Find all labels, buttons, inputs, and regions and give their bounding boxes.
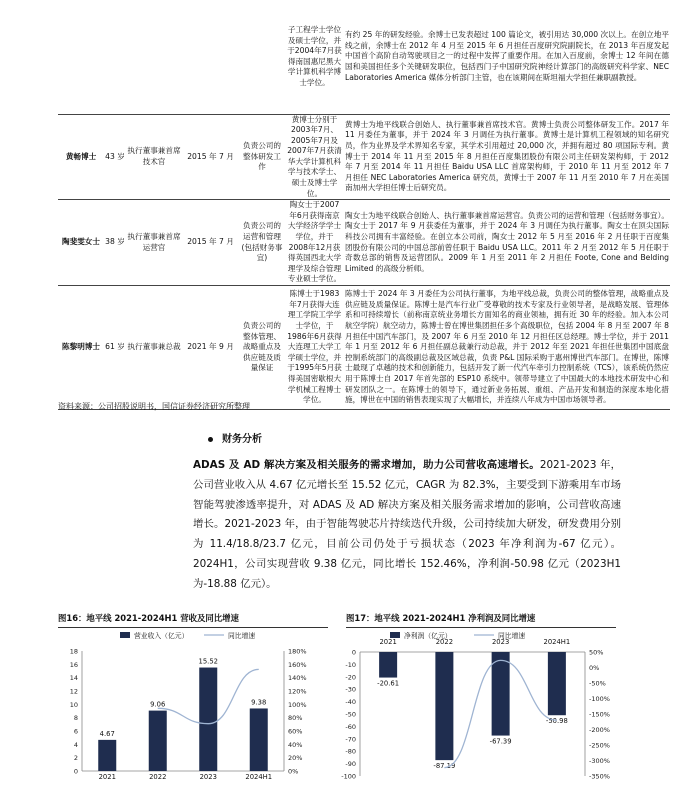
figure-16-title: 图16：地平线 2021-2024H1 营收及同比增速: [58, 613, 239, 623]
left-tick-label: 8: [73, 714, 78, 723]
left-tick-label: -30: [345, 685, 356, 694]
bar-mark: [492, 652, 510, 736]
right-tick-label: -250%: [589, 741, 610, 750]
section-title: 财务分析: [222, 434, 262, 445]
cell-name: 陈黎明博士: [58, 286, 104, 410]
right-tick-label: -200%: [589, 726, 610, 734]
cell-edu: 子工程学士学位及硕士学位，并于2004年7月获得南国惠尼黑大学计算机科学博士学位。: [285, 0, 344, 114]
left-tick-label: -20: [345, 673, 356, 682]
table-row: [58, 0, 670, 114]
right-tick-label: 20%: [288, 754, 303, 763]
cell-title: 执行董事兼首席技术官: [126, 114, 182, 200]
right-tick-label: 0%: [288, 767, 299, 776]
left-tick-label: 0: [73, 767, 78, 776]
cell-edu: 陶女士于2007年6月获得南京大学经济学学士学位，并于2008年12月获得英国西北大学理学及综合管理专业硕士学位。: [285, 200, 344, 286]
cell-title: 执行董事兼首席运营官: [126, 200, 182, 286]
net-profit-chart: [340, 628, 640, 800]
table-row: [58, 114, 670, 200]
cell-bio: 黄博士为地平线联合创始人、执行董事兼首席技术官。黄博士负责公司整体研发工作。2017 年 11 月委任为董事，并于 2024 年 3 月调任为执行董事。黄博士是计算机工程领域的知名研究员，作为业界及学术界知名专家，其学术引用超过 20,000 次，并拥有超过 80 项国际专利。黄博士于 2014 年 11 月至 2015 年 8 月担任百度集团股份有限公司主任研发架构师，于 2012 年 7 月至 2014 年 11 月担任 Baidu USA LLC 首席架构师，于 2010 年 11 月至 2012 年 7 月担任 NEC Laboratories America 研究员，黄博士于 2007 年 11 月至 2010 年 7 月在美国南加州大学担任博士后研究员。: [344, 114, 670, 200]
left-tick-label: -90: [345, 760, 356, 769]
paragraph-text: 2021-2023 年，公司营业收入从 4.67 亿元增长至 15.52 亿元，CAGR 为 82.3%，主要受到下游乘用车市场智能驾驶渗透率提升，对 ADAS 及 AD 解决方案及相关服务需求增加的影响，公司营收高速增长。2021-2023 年，由于智能驾驶芯片持续迭代升级，公司持续加大研发，研发费用分别为 11.4/18.8/23.7 亿元，目前公司仍处于亏损状态（2023 年净利润为-67 亿元）。2024H1，公司实现营收 9.38 亿元，同比增长 152.46%，净利润-50.98 亿元（2023H1 为-18.88 亿元）。: [193, 459, 621, 590]
left-tick-label: 2: [73, 754, 78, 763]
cell-resp: [239, 0, 285, 114]
cell-bio: 陶女士为地平线联合创始人、执行董事兼首席运营官。负责公司的运营和管理（包括财务事宜）。陶女士于 2017 年 9 月获委任为董事，并于 2024 年 3 月调任为执行董事。陶女士在顶尖国际科技公司拥有丰富经验。在创立本公司前，陶女士 2012 年 5 月至 2016 年 2 月任职于百度集团股份有限公司的中国总部前曾任职于 Baidu USA LLC。2011 年 2 月至 2012 年 5 月任职于奇数总部的销售及运营团队。2009 年 1 月至 2011 年 2 月担任 Foote, Cone and Belding Limited 的高级分析师。: [344, 200, 670, 286]
cell-resp: 负责公司的整体研发工作: [239, 114, 285, 200]
left-tick-label: -80: [345, 747, 356, 756]
left-tick-label: -50: [345, 710, 356, 719]
legend-line-label: 同比增速: [498, 632, 526, 640]
bar-value-label: 4.67: [99, 729, 115, 738]
right-tick-label: 40%: [288, 740, 303, 749]
left-tick-label: 16: [69, 660, 78, 669]
left-tick-label: 10: [69, 700, 78, 709]
cell-date: 2015 年 7 月: [182, 200, 239, 286]
right-tick-label: 140%: [288, 674, 307, 683]
bar-mark: [149, 711, 167, 771]
category-label: 2024H1: [543, 638, 571, 646]
bar-value-label: -20.61: [377, 679, 400, 688]
left-tick-label: 12: [69, 687, 78, 696]
cell-resp: 负责公司的整体管理、战略重点及供应链及质量保证: [239, 286, 285, 410]
cell-name: 陶斐雯女士: [58, 200, 104, 286]
right-tick-label: 100%: [288, 700, 307, 709]
right-tick-label: 120%: [288, 687, 307, 696]
bar-mark: [199, 668, 217, 771]
right-tick-label: -150%: [589, 710, 610, 719]
cell-age: 43 岁: [104, 114, 126, 200]
left-tick-label: 6: [73, 727, 78, 736]
right-tick-label: 50%: [589, 648, 604, 657]
right-tick-label: 160%: [288, 660, 307, 669]
right-tick-label: -350%: [589, 772, 610, 781]
right-tick-label: 80%: [288, 714, 303, 723]
category-label: 2022: [149, 773, 167, 781]
cell-name: 黄畅博士: [58, 114, 104, 200]
cell-date: 2021 年 9 月: [182, 286, 239, 410]
cell-edu: 黄博士分别于2003年7月、2005年7月及2007年7月获清华大学计算机科学与技术学士、硕士及博士学位。: [285, 114, 344, 200]
cell-bio: 陈博士于 2024 年 3 月委任为公司执行董事，为地平线总裁，负责公司的整体管理，战略重点及供应链及质量保证。陈博士是汽车行业广受尊敬的技术专家及行业领导者，是战略发展、管理体系和可持续增长（前称南京统业务增长方面知名的商业领袖，拥有近 30 年的经验。加入本公司航空学院）航空动力，陈博士曾在博世集团担任多个高级职位，包括 2004 年 8 月至 2007 年 8 月担任中国汽车部门，及 2007 年 6 月至 2010 年 12 月担任区总经理。博士学位，并于 2011 年 1 月至 2012 年 6 月担任副总裁兼行动总裁，并于 2012 年至 2021 年担任世集团中国底盘控制系统部门的高级副总裁及区域总裁，负责 P&L 国际采购于惠州博世汽车部门。在博世，陈博士最现了卓越的技术和创新能力，包括开发了新一代汽车牵引力控制系统（TCS），该系统仍然应用于陈博士自 2017 年首先部的 ESP10 系统中。领带导建立了中国最大的本地技术研发中心和研发团队之一。在陈博士的领导下，通过新业务拓展、重组、产品开发和制造的深度本地化措施，博世在中国的销售表现实现了大幅增长，并连续八年成为中国市场领导者。: [344, 286, 670, 410]
category-label: 2023: [491, 638, 510, 646]
bar-mark: [379, 652, 397, 678]
legend-line-label: 同比增速: [228, 632, 256, 640]
cell-name: [58, 0, 104, 114]
bar-mark: [435, 652, 453, 760]
bar-value-label: 15.52: [198, 657, 218, 666]
left-tick-label: -100: [341, 772, 356, 781]
right-tick-label: 0%: [589, 664, 600, 672]
management-table: [58, 0, 670, 410]
category-label: 2021: [98, 773, 116, 781]
cell-bio: 有约 25 年的研发经验。余博士已发表超过 100 篇论文，被引用达 30,000 次以上。在创立地平线之前，余博士在 2012 年 4 月至 2015 年 6 月担任百度研究院副院长，在 2013 年百度发起中国首个高阶自动驾驶项目之一的过程中发挥了重要作用。在加入百度前，余博士 12 年间在德国和美国担任多个关键研发职位，包括西门子中国研究院神经计算部门的高级研究科学家、NEC Laboratories America 媒体分析部门主管，也在该期间在斯坦福大学担任兼职副教授。: [344, 0, 670, 114]
figure-17-title: 图17：地平线 2021-2024H1 净利润及同比增速: [346, 613, 536, 623]
category-label: 2023: [199, 773, 217, 781]
left-tick-label: -60: [345, 722, 356, 731]
legend-bar-swatch: [390, 632, 400, 638]
cell-age: [104, 0, 126, 114]
right-tick-label: -50%: [589, 679, 606, 688]
left-tick-label: 4: [73, 740, 78, 749]
table-row: [58, 200, 670, 286]
revenue-chart: [58, 628, 334, 800]
cell-edu: 陈博士于1983年7月获得大连理工学院工学学士学位，于1986年6月获得大连理工大学工学硕士学位，并于1995年5月获得美国密歇根大学机械工程博士学位。: [285, 286, 344, 410]
legend-bar-swatch: [120, 632, 130, 638]
cell-date: 2015 年 7 月: [182, 114, 239, 200]
right-tick-label: 180%: [288, 647, 307, 656]
bar-value-label: 9.06: [150, 700, 166, 709]
category-label: 2021: [379, 638, 397, 646]
paragraph-lead: ADAS 及 AD 解决方案及相关服务的需求增加，助力公司营收高速增长。: [193, 459, 540, 471]
bar-value-label: -50.98: [545, 717, 568, 726]
right-tick-label: 60%: [288, 727, 303, 736]
left-tick-label: 0: [351, 648, 356, 657]
cell-resp: 负责公司的运营和管理(包括财务事宜): [239, 200, 285, 286]
cell-age: 61 岁: [104, 286, 126, 410]
bar-mark: [250, 708, 268, 771]
category-label: 2022: [435, 638, 454, 646]
cell-title: 执行董事兼总裁: [126, 286, 182, 410]
bar-mark: [548, 652, 566, 715]
right-tick-label: -300%: [589, 757, 610, 765]
left-tick-label: 18: [69, 647, 78, 656]
table-row: [58, 286, 670, 410]
cell-date: [182, 0, 239, 114]
body-paragraph: [193, 456, 621, 595]
legend-bar-label: 净利润（亿元）: [404, 632, 452, 640]
bar-value-label: -87.19: [433, 762, 456, 771]
legend-bar-label: 营业收入（亿元）: [134, 632, 189, 640]
cell-title: [126, 0, 182, 114]
left-tick-label: 14: [69, 674, 78, 683]
cell-age: 38 岁: [104, 200, 126, 286]
left-tick-label: -40: [345, 698, 356, 707]
bar-value-label: 9.38: [251, 698, 267, 707]
bullet-icon: [208, 437, 213, 442]
source-note: 资料来源：公司招股说明书，国信证券经济研究所整理: [58, 402, 250, 411]
bar-value-label: -67.39: [489, 737, 512, 746]
left-tick-label: -70: [345, 735, 356, 744]
left-tick-label: -10: [345, 660, 356, 669]
bar-mark: [98, 740, 116, 771]
category-label: 2024H1: [245, 773, 273, 781]
right-tick-label: -100%: [589, 695, 610, 703]
